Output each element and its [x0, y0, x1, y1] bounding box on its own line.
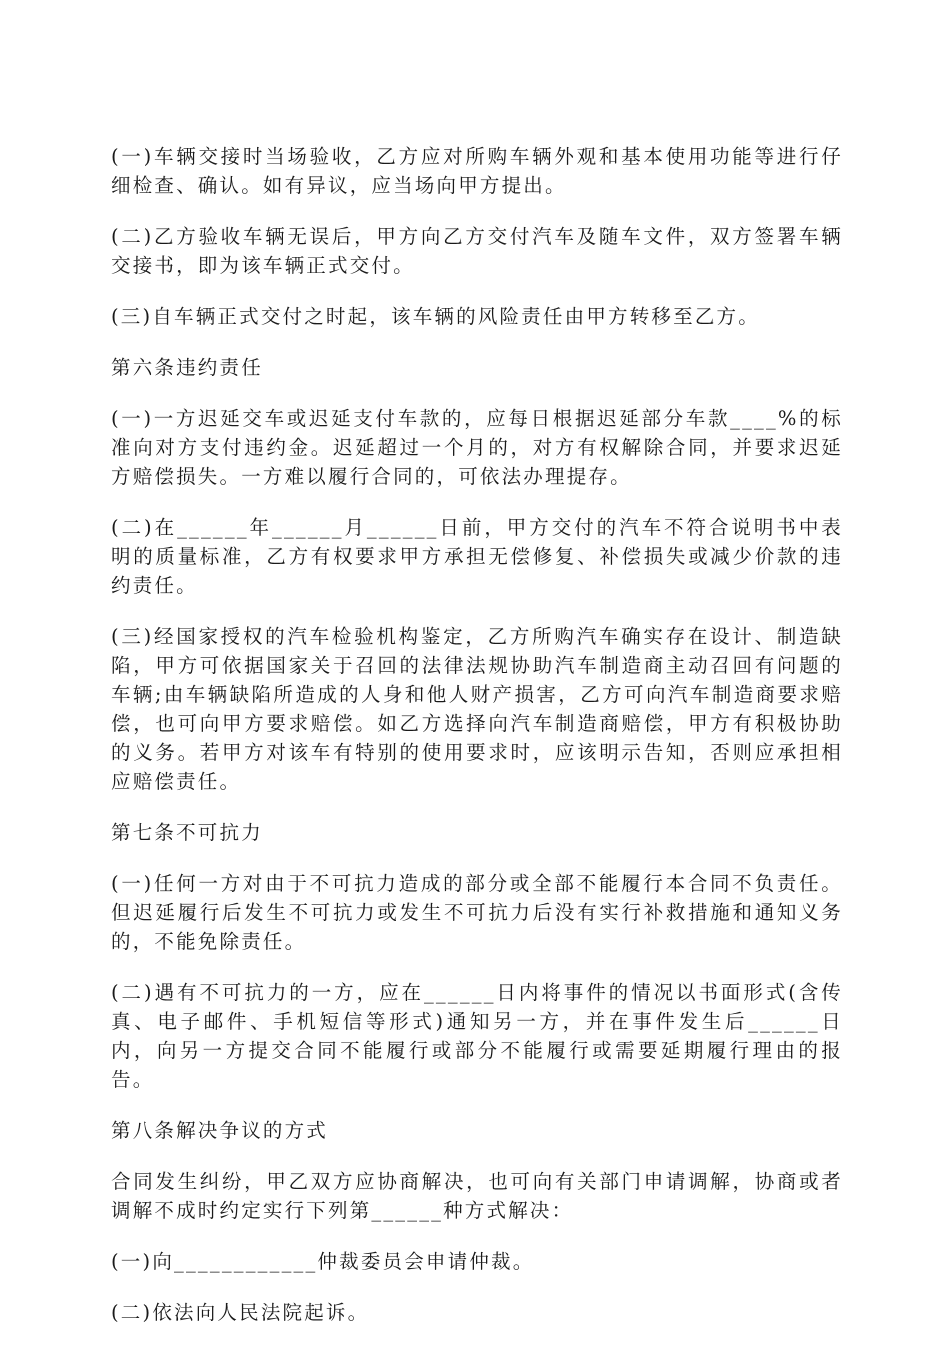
section-heading-dispute: 第八条解决争议的方式: [111, 1119, 329, 1142]
clause-breach-1: (一)一方迟延交车或迟延支付车款的，应每日根据迟延部分车款____%的标准向对方支付违约金。迟延超过一个月的，对方有权解除合同，并要求迟延方赔偿损失。一方难以履行合同的，可依法办理提存。: [111, 407, 843, 488]
clause-delivery-3: (三)自车辆正式交付之时起，该车辆的风险责任由甲方转移至乙方。: [111, 305, 760, 328]
clause-force-majeure-2: (二)遇有不可抗力的一方，应在______日内将事件的情况以书面形式(含传真、电子邮件、手机短信等形式)通知另一方，并在事件发生后______日内，向另一方提交合同不能履行或部分不能履行或需要延期履行理由的报告。: [111, 981, 843, 1091]
section-heading-force-majeure: 第七条不可抗力: [111, 821, 263, 844]
clause-delivery-1: (一)车辆交接时当场验收，乙方应对所购车辆外观和基本使用功能等进行仔细检查、确认。如有异议，应当场向甲方提出。: [111, 145, 843, 197]
clause-dispute-2: (二)依法向人民法院起诉。: [111, 1301, 370, 1324]
clause-breach-2: (二)在______年______月______日前，甲方交付的汽车不符合说明书中表明的质量标准，乙方有权要求甲方承担无偿修复、补偿损失或减少价款的违约责任。: [111, 516, 843, 597]
clause-dispute-intro: 合同发生纠纷，甲乙双方应协商解决，也可向有关部门申请调解，协商或者调解不成时约定实行下列第______种方式解决：: [111, 1170, 843, 1222]
clause-dispute-1: (一)向____________仲裁委员会申请仲裁。: [111, 1250, 535, 1273]
section-heading-breach: 第六条违约责任: [111, 356, 263, 379]
clause-force-majeure-1: (一)任何一方对由于不可抗力造成的部分或全部不能履行本合同不负责任。但迟延履行后发生不可抗力或发生不可抗力后没有实行补救措施和通知义务的，不能免除责任。: [111, 872, 843, 953]
document-body: [111, 142, 843, 1349]
clause-delivery-2: (二)乙方验收车辆无误后，甲方向乙方交付汽车及随车文件，双方签署车辆交接书，即为该车辆正式交付。: [111, 225, 843, 277]
clause-breach-3: (三)经国家授权的汽车检验机构鉴定，乙方所购汽车确实存在设计、制造缺陷，甲方可依据国家关于召回的法律法规协助汽车制造商主动召回有问题的车辆;由车辆缺陷所造成的人身和他人财产损害，乙方可向汽车制造商要求赔偿，也可向甲方要求赔偿。如乙方选择向汽车制造商赔偿，甲方有积极协助的义务。若甲方对该车有特别的使用要求时，应该明示告知，否则应承担相应赔偿责任。: [111, 625, 843, 793]
